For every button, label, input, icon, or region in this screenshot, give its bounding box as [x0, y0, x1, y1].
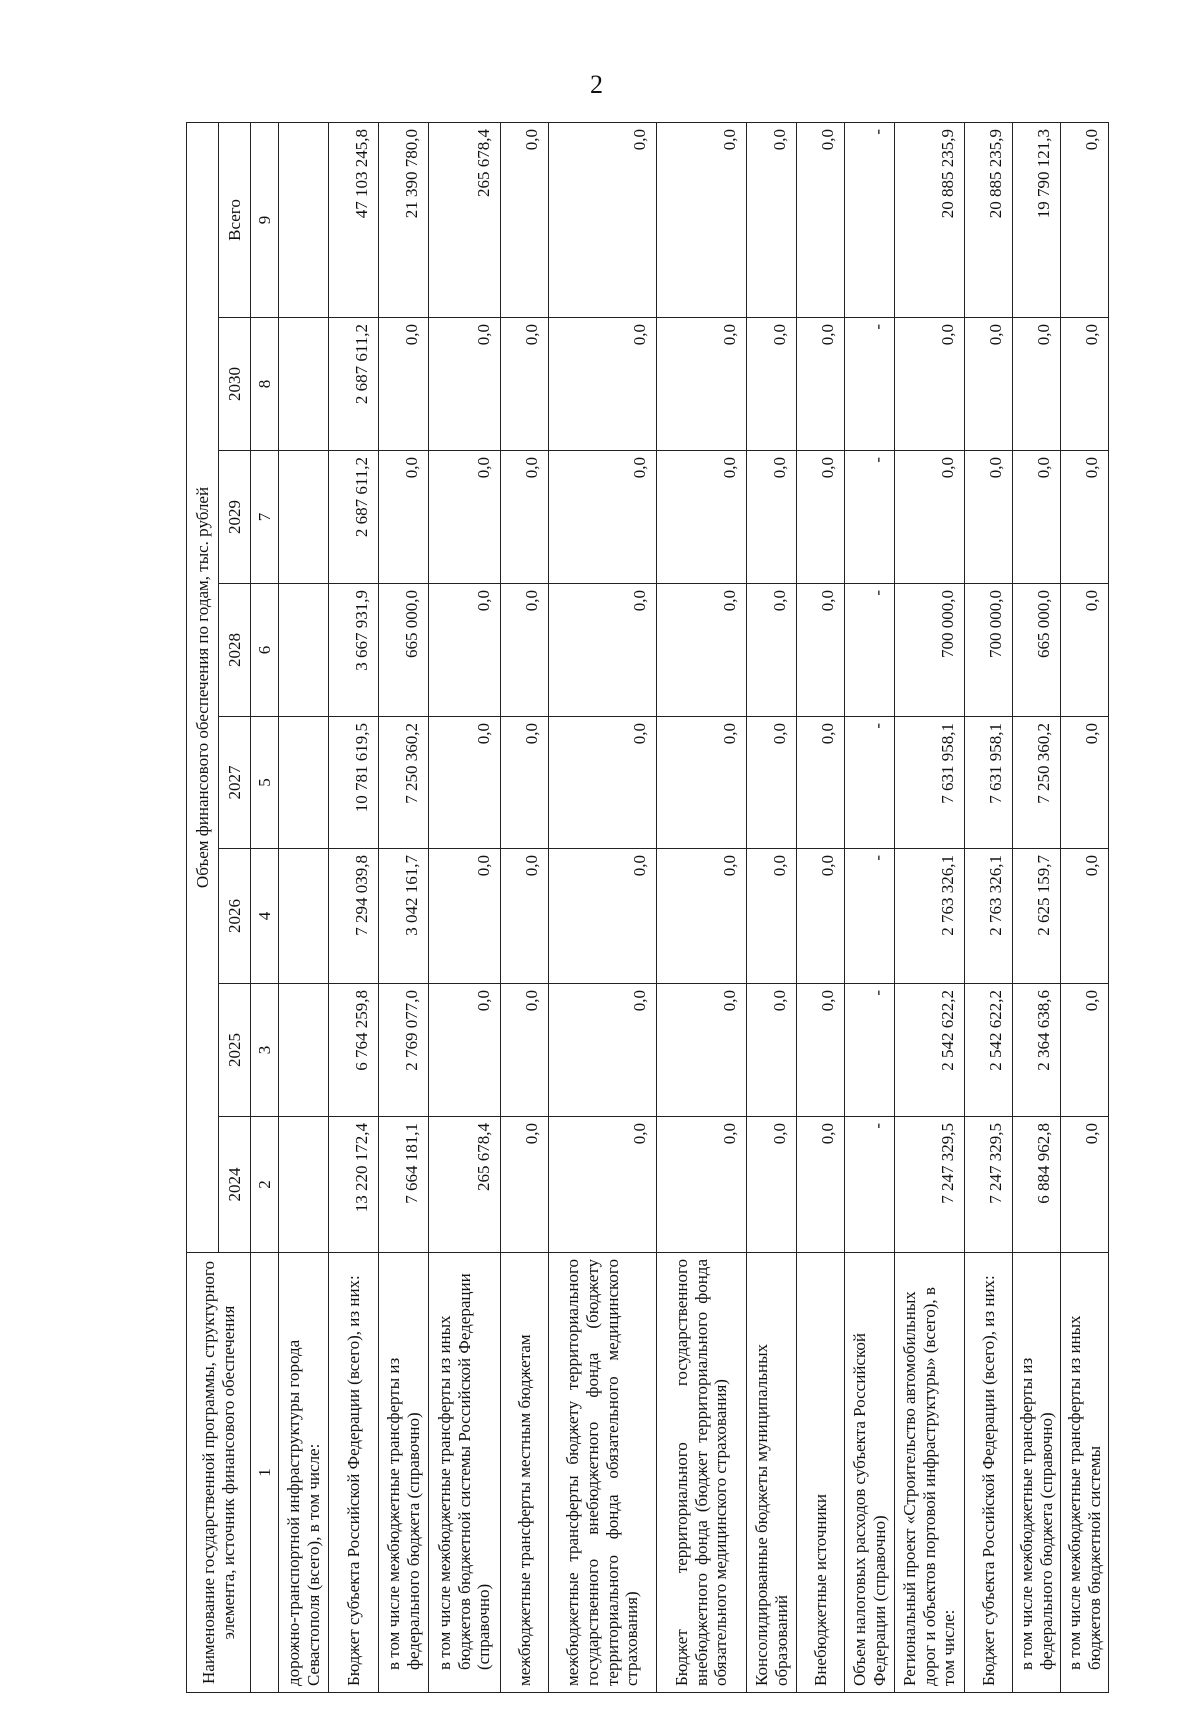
table-cell: 0,0	[797, 849, 845, 984]
header-year: 2024	[219, 1117, 251, 1253]
table-row	[329, 122, 379, 1692]
table-cell	[279, 1117, 329, 1253]
header-name-column: Наименование государственной программы, структурного элемента, источник финансового обеспечения	[187, 1253, 251, 1693]
table-cell: 19 790 121,3	[1013, 122, 1061, 317]
table-cell: 2 542 622,2	[965, 984, 1013, 1117]
table-cell: 0,0	[1061, 849, 1109, 984]
row-label: в том числе межбюджетные трансферты из иных бюджетов бюджетной системы	[1061, 1253, 1109, 1693]
table-cell: 0,0	[501, 122, 549, 317]
table-cell: 0,0	[1061, 984, 1109, 1117]
table-cell	[279, 584, 329, 717]
row-label: Внебюджетные источники	[797, 1253, 845, 1693]
table-cell: -	[845, 1117, 895, 1253]
table-cell: 0,0	[657, 584, 747, 717]
table-cell: 665 000,0	[379, 584, 429, 717]
table-cell: 7 250 360,2	[1013, 717, 1061, 849]
table-cell: 0,0	[501, 984, 549, 1117]
table-cell: 700 000,0	[965, 584, 1013, 717]
table-cell: 7 631 958,1	[965, 717, 1013, 849]
table-cell: 10 781 619,5	[329, 717, 379, 849]
table-cell: 0,0	[1013, 318, 1061, 451]
table-cell: 0,0	[429, 584, 501, 717]
table-cell: 0,0	[1061, 584, 1109, 717]
table-cell: 7 247 329,5	[965, 1117, 1013, 1253]
row-label: дорожно-транспортной инфраструктуры города Севастополя (всего), в том числе:	[279, 1253, 329, 1693]
table-cell: 0,0	[657, 122, 747, 317]
table-cell: 0,0	[549, 717, 657, 849]
table-cell: 0,0	[797, 984, 845, 1117]
row-label: Бюджет территориального государственного внебюджетного фонда (бюджет территориального фонда обязательного медицинского страхования)	[657, 1253, 747, 1693]
column-number: 2	[251, 1117, 279, 1253]
table-cell: 7 631 958,1	[895, 717, 965, 849]
table-cell	[279, 451, 329, 584]
table-cell: 47 103 245,8	[329, 122, 379, 317]
table-cell: 0,0	[965, 451, 1013, 584]
table-cell: 3 667 931,9	[329, 584, 379, 717]
column-number: 6	[251, 584, 279, 717]
table-row	[845, 122, 895, 1692]
table-cell: 700 000,0	[895, 584, 965, 717]
row-label: межбюджетные трансферты местным бюджетам	[501, 1253, 549, 1693]
table-cell: -	[845, 451, 895, 584]
table-cell: 0,0	[747, 984, 797, 1117]
row-label: Бюджет субъекта Российской Федерации (всего), из них:	[329, 1253, 379, 1693]
table-cell: 0,0	[747, 849, 797, 984]
table-cell: -	[845, 717, 895, 849]
table-cell: 665 000,0	[1013, 584, 1061, 717]
column-number: 5	[251, 717, 279, 849]
table-cell: 0,0	[549, 984, 657, 1117]
table-cell	[279, 717, 329, 849]
table-cell: 7 250 360,2	[379, 717, 429, 849]
table-cell: 2 364 638,6	[1013, 984, 1061, 1117]
table-cell: 2 763 326,1	[895, 849, 965, 984]
table-cell: -	[845, 849, 895, 984]
table-row	[797, 122, 845, 1692]
rotated-table-container	[186, 123, 1104, 1693]
header-year: 2030	[219, 318, 251, 451]
table-cell: 2 625 159,7	[1013, 849, 1061, 984]
table-cell	[279, 984, 329, 1117]
table-cell: 0,0	[1061, 122, 1109, 317]
table-cell: -	[845, 318, 895, 451]
table-cell: -	[845, 984, 895, 1117]
table-row	[501, 122, 549, 1692]
table-cell: 0,0	[657, 849, 747, 984]
table-cell: 0,0	[797, 318, 845, 451]
table-cell: 7 664 181,1	[379, 1117, 429, 1253]
table-cell: 0,0	[747, 122, 797, 317]
table-cell: 0,0	[549, 122, 657, 317]
table-cell: 0,0	[797, 584, 845, 717]
table-cell: 0,0	[657, 451, 747, 584]
table-cell: 0,0	[549, 1117, 657, 1253]
table-cell: 7 247 329,5	[895, 1117, 965, 1253]
header-volume: Объем финансового обеспечения по годам, тыс. рублей	[187, 122, 219, 1252]
table-cell: 0,0	[379, 318, 429, 451]
table-cell: 0,0	[501, 849, 549, 984]
table-cell: 0,0	[747, 318, 797, 451]
table-cell: 2 763 326,1	[965, 849, 1013, 984]
table-cell: 0,0	[895, 318, 965, 451]
table-row	[1013, 122, 1061, 1692]
table-cell: 20 885 235,9	[895, 122, 965, 317]
table-cell: 6 764 259,8	[329, 984, 379, 1117]
financing-table	[186, 122, 1109, 1693]
header-year: 2027	[219, 717, 251, 849]
row-label: в том числе межбюджетные трансферты из федерального бюджета (справочно)	[1013, 1253, 1061, 1693]
column-number: 9	[251, 122, 279, 317]
table-cell: 0,0	[657, 717, 747, 849]
table-cell: 0,0	[549, 584, 657, 717]
table-cell: 0,0	[797, 122, 845, 317]
table-cell: 0,0	[429, 451, 501, 584]
table-cell: 0,0	[549, 318, 657, 451]
table-cell	[279, 849, 329, 984]
header-year: Всего	[219, 122, 251, 317]
table-cell: 0,0	[429, 984, 501, 1117]
column-number: 7	[251, 451, 279, 584]
table-cell: 0,0	[747, 584, 797, 717]
table-row	[379, 122, 429, 1692]
table-cell: 0,0	[429, 717, 501, 849]
table-cell: 0,0	[895, 451, 965, 584]
table-cell: 0,0	[501, 717, 549, 849]
table-cell: 0,0	[747, 1117, 797, 1253]
row-label: Консолидированные бюджеты муниципальных образований	[747, 1253, 797, 1693]
table-cell	[279, 122, 329, 317]
header-year: 2026	[219, 849, 251, 984]
table-cell: 0,0	[501, 451, 549, 584]
row-label: в том числе межбюджетные трансферты из федерального бюджета (справочно)	[379, 1253, 429, 1693]
table-cell: 7 294 039,8	[329, 849, 379, 984]
table-row	[1061, 122, 1109, 1692]
table-cell: 0,0	[1061, 717, 1109, 849]
header-year: 2028	[219, 584, 251, 717]
table-cell: 0,0	[1061, 1117, 1109, 1253]
table-row	[279, 122, 329, 1692]
table-cell: 0,0	[501, 318, 549, 451]
table-cell: 0,0	[797, 1117, 845, 1253]
table-cell: 0,0	[1061, 451, 1109, 584]
table-cell: 0,0	[747, 451, 797, 584]
table-cell: 265 678,4	[429, 122, 501, 317]
column-number: 8	[251, 318, 279, 451]
header-year: 2029	[219, 451, 251, 584]
table-cell: 0,0	[747, 717, 797, 849]
column-number: 4	[251, 849, 279, 984]
table-cell: 3 042 161,7	[379, 849, 429, 984]
table-row	[549, 122, 657, 1692]
table-cell: 0,0	[379, 451, 429, 584]
table-cell: 2 542 622,2	[895, 984, 965, 1117]
table-row	[657, 122, 747, 1692]
table-cell: 0,0	[797, 451, 845, 584]
table-row	[747, 122, 797, 1692]
row-label: в том числе межбюджетные трансферты из иных бюджетов бюджетной системы Российской Федерации (справочно)	[429, 1253, 501, 1693]
table-cell: 0,0	[657, 984, 747, 1117]
table-cell: 2 687 611,2	[329, 318, 379, 451]
column-number: 1	[251, 1253, 279, 1693]
table-cell: 6 884 962,8	[1013, 1117, 1061, 1253]
table-row	[965, 122, 1013, 1692]
table-cell: 0,0	[965, 318, 1013, 451]
table-cell: 0,0	[657, 318, 747, 451]
table-cell: 21 390 780,0	[379, 122, 429, 317]
table-row	[429, 122, 501, 1692]
table-cell	[279, 318, 329, 451]
table-cell: 0,0	[501, 584, 549, 717]
table-row	[895, 122, 965, 1692]
row-label: Региональный проект «Строительство автомобильных дорог и объектов портовой инфраструктуры» (всего), в том числе:	[895, 1253, 965, 1693]
table-cell: -	[845, 122, 895, 317]
page-number: 2	[590, 70, 603, 99]
table-cell: 0,0	[797, 717, 845, 849]
header-year: 2025	[219, 984, 251, 1117]
table-cell: 20 885 235,9	[965, 122, 1013, 317]
table-cell: 0,0	[549, 451, 657, 584]
table-cell: 265 678,4	[429, 1117, 501, 1253]
table-cell: 0,0	[1061, 318, 1109, 451]
table-cell: 2 769 077,0	[379, 984, 429, 1117]
table-cell: 0,0	[1013, 451, 1061, 584]
table-cell: 2 687 611,2	[329, 451, 379, 584]
row-label: Бюджет субъекта Российской Федерации (всего), из них:	[965, 1253, 1013, 1693]
column-number: 3	[251, 984, 279, 1117]
table-cell: 0,0	[501, 1117, 549, 1253]
table-cell: 0,0	[429, 318, 501, 451]
row-label: межбюджетные трансферты бюджету территориального государственного внебюджетного фонда (бюджету территориального фонда обязательного медицинского страхования)	[549, 1253, 657, 1693]
table-cell: 0,0	[549, 849, 657, 984]
table-cell: 0,0	[429, 849, 501, 984]
table-cell: 0,0	[657, 1117, 747, 1253]
row-label: Объем налоговых расходов субъекта Российской Федерации (справочно)	[845, 1253, 895, 1693]
table-cell: 13 220 172,4	[329, 1117, 379, 1253]
table-cell: -	[845, 584, 895, 717]
